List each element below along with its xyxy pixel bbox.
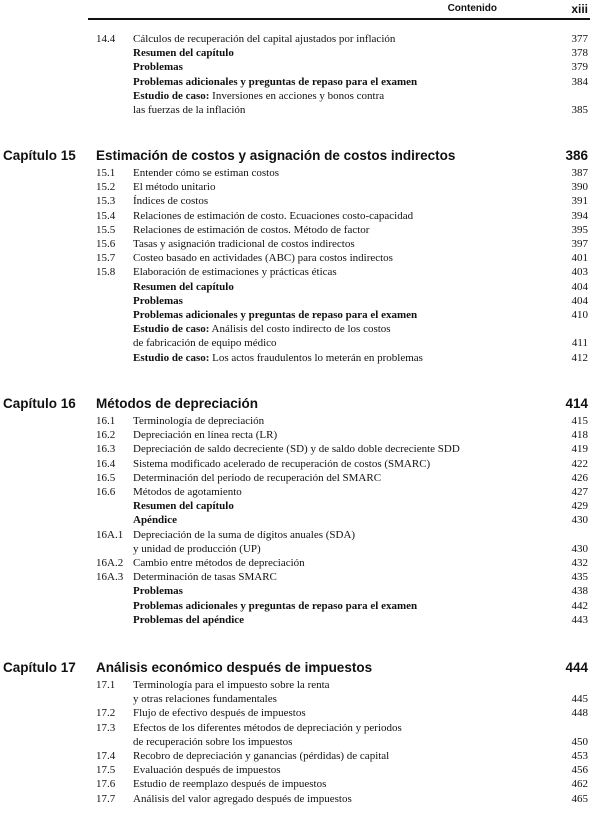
- entry-label: Problemas adicionales y preguntas de repaso para el examen: [133, 75, 418, 88]
- toc-block: [0, 146, 600, 365]
- chapter-title: Análisis económico después de impuestos: [96, 660, 373, 675]
- toc-entry: [0, 513, 600, 527]
- entry-label: de recuperación sobre los impuestos: [133, 735, 293, 748]
- entry-page: 394: [571, 209, 588, 222]
- section-number: 17.3: [96, 721, 116, 734]
- entry-lead: Estudio de caso:: [133, 351, 210, 364]
- entry-label: Análisis del valor agregado después de impuestos: [133, 792, 352, 805]
- entry-text: [133, 485, 540, 499]
- entry-label: Problemas: [133, 294, 183, 307]
- entry-text: [133, 308, 540, 322]
- toc-entry: [0, 46, 600, 60]
- toc-entry: [0, 89, 600, 103]
- entry-page: 404: [571, 294, 588, 307]
- entry-label: Los actos fraudulentos lo meterán en problemas: [209, 351, 423, 364]
- entry-page: 379: [571, 61, 588, 74]
- entry-page: 453: [571, 750, 588, 763]
- running-header: [0, 0, 600, 20]
- entry-text: [133, 471, 540, 485]
- entry-label: El método unitario: [133, 181, 216, 194]
- section-number: 17.5: [96, 764, 116, 777]
- entry-label: Depreciación de saldo decreciente (SD) y de saldo doble decreciente SDD: [133, 443, 460, 456]
- section-number: 15.3: [96, 195, 116, 208]
- entry-label: Problemas del apéndice: [133, 613, 245, 626]
- entry-label: Efectos de los diferentes métodos de depreciación y periodos: [133, 721, 402, 734]
- section-number: 17.4: [96, 750, 116, 763]
- entry-page: 435: [571, 571, 588, 584]
- entry-text: [133, 237, 540, 251]
- entry-label: Cálculos de recuperación del capital ajustados por inflación: [133, 33, 396, 45]
- entry-text: [133, 513, 540, 527]
- entry-text: [133, 32, 540, 46]
- entry-text: [133, 599, 540, 613]
- entry-label: y otras relaciones fundamentales: [133, 693, 277, 706]
- entry-page: 415: [571, 415, 588, 427]
- toc-entry: [0, 599, 600, 613]
- toc-entry: [0, 322, 600, 336]
- entry-page: 429: [571, 500, 588, 513]
- entry-label: Determinación de tasas SMARC: [133, 571, 277, 584]
- entry-label: Estudio de reemplazo después de impuestos: [133, 778, 327, 791]
- entry-text: [133, 351, 540, 365]
- entry-page: 432: [571, 557, 588, 570]
- toc-entry: [0, 414, 600, 428]
- running-header-page-number: xiii: [571, 2, 588, 16]
- entry-text: [133, 60, 540, 74]
- entry-label: Relaciones de estimación de costos. Método de factor: [133, 223, 370, 236]
- entry-text: [133, 322, 540, 336]
- section-number: 15.1: [96, 167, 116, 179]
- entry-label: Terminología de depreciación: [133, 415, 265, 427]
- section-number: 16A.3: [96, 571, 124, 584]
- entry-label: y unidad de producción (UP): [133, 542, 261, 555]
- entry-label: Problemas: [133, 585, 183, 598]
- entry-page: 387: [571, 167, 588, 179]
- toc-entry: [0, 32, 600, 46]
- entry-label: Sistema modificado acelerado de recuperación de costos (SMARC): [133, 457, 431, 470]
- section-number: 16.6: [96, 486, 116, 499]
- section-number: 16.5: [96, 471, 116, 484]
- section-number: 16.1: [96, 415, 116, 427]
- entry-label: Tasas y asignación tradicional de costos indirectos: [133, 238, 355, 251]
- toc-entry: [0, 528, 600, 542]
- chapter-page: 414: [565, 396, 588, 411]
- entry-text: [133, 792, 540, 806]
- entry-text: [133, 457, 540, 471]
- toc-block: [0, 394, 600, 627]
- entry-page: 448: [571, 707, 588, 720]
- entry-page: 401: [571, 252, 588, 265]
- chapter-heading: [0, 146, 600, 166]
- entry-text: [133, 556, 540, 570]
- entry-label: Evaluación después de impuestos: [133, 764, 281, 777]
- chapter-number: Capítulo 16: [3, 396, 76, 411]
- section-number: 16A.2: [96, 557, 124, 570]
- toc-entry: [0, 542, 600, 556]
- entry-page: 377: [571, 33, 588, 45]
- entry-label: Métodos de agotamiento: [133, 486, 242, 499]
- entry-text: [133, 584, 540, 598]
- entry-text: [133, 528, 540, 542]
- toc-entry: [0, 60, 600, 74]
- entry-text: [133, 280, 540, 294]
- entry-text: [133, 542, 540, 556]
- entry-label: Recobro de depreciación y ganancias (pérdidas) de capital: [133, 750, 390, 763]
- section-number: 15.2: [96, 181, 116, 194]
- toc-entry: [0, 75, 600, 89]
- entry-label: Flujo de efectivo después de impuestos: [133, 707, 306, 720]
- toc-block: [0, 658, 600, 806]
- toc-entry: [0, 678, 600, 692]
- entry-page: 390: [571, 181, 588, 194]
- toc-entry: [0, 194, 600, 208]
- toc-entry: [0, 749, 600, 763]
- entry-label: Resumen del capítulo: [133, 280, 234, 293]
- entry-page: 427: [571, 486, 588, 499]
- running-header-section: Contenido: [447, 3, 497, 14]
- entry-page: 430: [571, 542, 588, 555]
- chapter-page: 386: [565, 148, 588, 163]
- entry-page: 465: [571, 792, 588, 805]
- toc-entry: [0, 735, 600, 749]
- entry-page: 384: [571, 75, 588, 88]
- entry-label: Costeo basado en actividades (ABC) para costos indirectos: [133, 252, 393, 265]
- entry-page: 445: [571, 693, 588, 706]
- entry-page: 430: [571, 514, 588, 527]
- entry-page: 391: [571, 195, 588, 208]
- entry-page: 426: [571, 471, 588, 484]
- toc-entry: [0, 763, 600, 777]
- entry-text: [133, 692, 540, 706]
- toc-entry: [0, 471, 600, 485]
- entry-label: Depreciación de la suma de dígitos anuales (SDA): [133, 528, 356, 541]
- header-rule: [88, 18, 590, 20]
- chapter-page: 444: [565, 660, 588, 675]
- entry-lead: Estudio de caso:: [133, 323, 210, 336]
- toc-entry: [0, 556, 600, 570]
- entry-label: Entender cómo se estiman costos: [133, 167, 280, 179]
- toc-entry: [0, 428, 600, 442]
- toc-entry: [0, 457, 600, 471]
- toc-entry: [0, 166, 600, 180]
- entry-text: [133, 194, 540, 208]
- entry-page: 378: [571, 47, 588, 60]
- toc-entry: [0, 351, 600, 365]
- entry-text: [133, 763, 540, 777]
- entry-page: 419: [571, 443, 588, 456]
- section-number: 17.2: [96, 707, 116, 720]
- toc-entry: [0, 294, 600, 308]
- entry-text: [133, 294, 540, 308]
- chapter-title: Métodos de depreciación: [96, 396, 259, 411]
- entry-label: Apéndice: [133, 514, 177, 527]
- entry-text: [133, 336, 540, 350]
- toc-entry: [0, 209, 600, 223]
- entry-page: 410: [571, 309, 588, 322]
- entry-label: las fuerzas de la inflación: [133, 104, 246, 117]
- entry-label: Depreciación en línea recta (LR): [133, 429, 278, 442]
- entry-label: Relaciones de estimación de costo. Ecuaciones costo-capacidad: [133, 209, 414, 222]
- entry-label: Resumen del capítulo: [133, 47, 234, 60]
- entry-text: [133, 414, 540, 428]
- entry-text: [133, 499, 540, 513]
- chapter-title: Estimación de costos y asignación de costos indirectos: [96, 148, 456, 163]
- entry-page: 395: [571, 223, 588, 236]
- toc-entry: [0, 692, 600, 706]
- toc-entry: [0, 570, 600, 584]
- toc-entry: [0, 706, 600, 720]
- chapter-heading: [0, 394, 600, 414]
- entry-text: [133, 442, 540, 456]
- entry-page: 456: [571, 764, 588, 777]
- entry-text: [133, 166, 540, 180]
- entry-text: [133, 265, 540, 279]
- toc-entry: [0, 584, 600, 598]
- toc-entry: [0, 280, 600, 294]
- entry-label: Cambio entre métodos de depreciación: [133, 557, 305, 570]
- entry-text: [133, 209, 540, 223]
- entry-page: 404: [571, 280, 588, 293]
- chapter-number: Capítulo 15: [3, 148, 76, 163]
- toc-entry: [0, 499, 600, 513]
- entry-text: [133, 721, 540, 735]
- entry-page: 422: [571, 457, 588, 470]
- entry-text: [133, 570, 540, 584]
- section-number: 17.7: [96, 792, 116, 805]
- entry-page: 403: [571, 266, 588, 279]
- entry-page: 411: [571, 337, 588, 350]
- entry-text: [133, 428, 540, 442]
- section-number: 15.4: [96, 209, 116, 222]
- section-number: 16.2: [96, 429, 116, 442]
- toc-entry: [0, 485, 600, 499]
- entry-page: 442: [571, 599, 588, 612]
- entry-label: Problemas: [133, 61, 183, 74]
- entry-label: de fabricación de equipo médico: [133, 337, 277, 350]
- section-number: 16A.1: [96, 528, 124, 541]
- toc-entry: [0, 180, 600, 194]
- entry-text: [133, 678, 540, 692]
- toc-entry: [0, 721, 600, 735]
- entry-text: [133, 749, 540, 763]
- chapter-number: Capítulo 17: [3, 660, 76, 675]
- section-number: 15.8: [96, 266, 116, 279]
- entry-text: [133, 777, 540, 791]
- entry-label: Terminología para el impuesto sobre la renta: [133, 679, 330, 691]
- entry-text: [133, 180, 540, 194]
- entry-text: [133, 251, 540, 265]
- toc-entry: [0, 792, 600, 806]
- entry-label: Determinación del periodo de recuperación del SMARC: [133, 471, 382, 484]
- toc-entry: [0, 265, 600, 279]
- entry-text: [133, 75, 540, 89]
- section-number: 14.4: [96, 33, 116, 45]
- entry-page: 397: [571, 238, 588, 251]
- entry-label: Resumen del capítulo: [133, 500, 234, 513]
- entry-label: Problemas adicionales y preguntas de repaso para el examen: [133, 599, 418, 612]
- toc-entry: [0, 442, 600, 456]
- entry-label: Elaboración de estimaciones y prácticas éticas: [133, 266, 337, 279]
- entry-page: 412: [571, 351, 588, 364]
- entry-page: 438: [571, 585, 588, 598]
- entry-page: 462: [571, 778, 588, 791]
- entry-text: [133, 103, 540, 117]
- entry-page: 418: [571, 429, 588, 442]
- chapter-heading: [0, 658, 600, 678]
- entry-label: Índices de costos: [133, 195, 209, 208]
- entry-text: [133, 706, 540, 720]
- toc-entry: [0, 237, 600, 251]
- section-number: 15.6: [96, 238, 116, 251]
- entry-text: [133, 223, 540, 237]
- section-number: 16.3: [96, 443, 116, 456]
- entry-text: [133, 735, 540, 749]
- toc-entry: [0, 308, 600, 322]
- toc-entry: [0, 613, 600, 627]
- entry-text: [133, 613, 540, 627]
- section-number: 17.6: [96, 778, 116, 791]
- entry-page: 443: [571, 613, 588, 626]
- section-number: 17.1: [96, 679, 116, 691]
- section-number: 15.5: [96, 223, 116, 236]
- toc-entry: [0, 103, 600, 117]
- section-number: 16.4: [96, 457, 116, 470]
- section-number: 15.7: [96, 252, 116, 265]
- entry-page: 385: [571, 104, 588, 117]
- toc-entry: [0, 777, 600, 791]
- entry-text: [133, 89, 540, 103]
- toc-block: [0, 32, 600, 117]
- entry-label: Análisis del costo indirecto de los costos: [209, 323, 391, 336]
- entry-text: [133, 46, 540, 60]
- entry-label: Inversiones en acciones y bonos contra: [209, 89, 385, 102]
- toc-entry: [0, 223, 600, 237]
- entry-lead: Estudio de caso:: [133, 89, 210, 102]
- entry-label: Problemas adicionales y preguntas de repaso para el examen: [133, 309, 418, 322]
- toc-entry: [0, 336, 600, 350]
- toc-entry: [0, 251, 600, 265]
- entry-page: 450: [571, 735, 588, 748]
